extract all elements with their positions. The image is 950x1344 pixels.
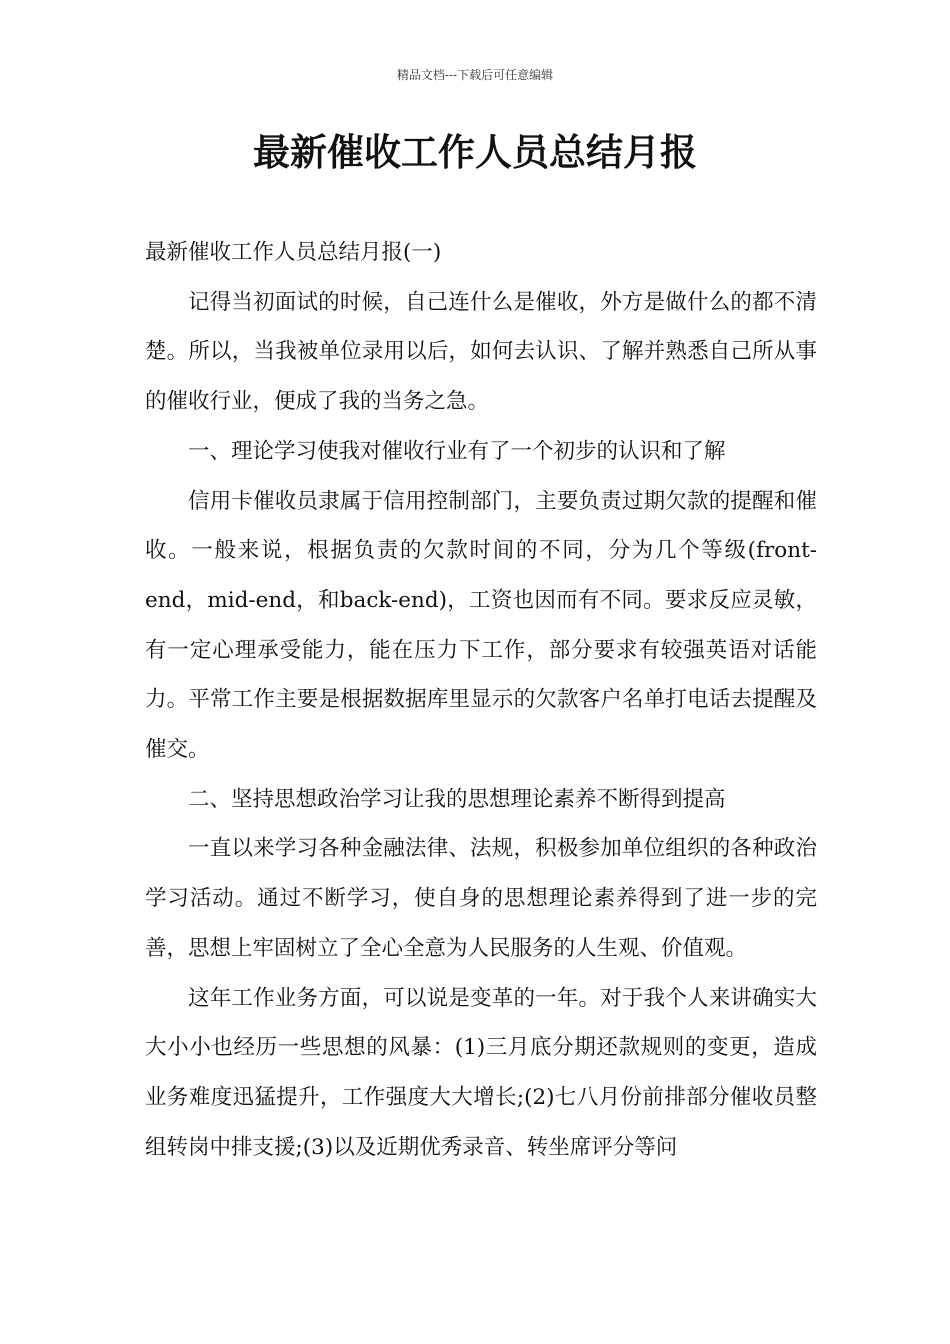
document-title: 最新催收工作人员总结月报 [253,131,697,174]
paragraph: 信用卡催收员隶属于信用控制部门，主要负责过期欠款的提醒和催收。一般来说，根据负责的欠款时间的不同，分为几个等级(front-end，mid-end，和back-end)，工资也因而有不同。要求反应灵敏，有一定心理承受能力，能在压力下工作，部分要求有较强英语对话能力。平常工作主要是根据数据库里显示的欠款客户名单打电话去提醒及催交。 [145,488,817,763]
section-subtitle: 最新催收工作人员总结月报(一) [145,240,442,265]
paragraph: 一直以来学习各种金融法律、法规，积极参加单位组织的各种政治学习活动。通过不断学习，使自身的思想理论素养得到了进一步的完善，思想上牢固树立了全心全意为人民服务的人生观、价值观。 [145,836,817,961]
section-heading: 二、坚持思想政治学习让我的思想理论素养不断得到提高 [188,786,726,812]
paragraph: 记得当初面试的时候，自己连什么是催收，外方是做什么的都不清楚。所以，当我被单位录用以后，如何去认识、了解并熟悉自己所从事的催收行业，便成了我的当务之急。 [145,289,817,415]
header-note: 精品文档---下载后可任意编辑 [396,68,554,82]
section-heading: 一、理论学习使我对催收行业有了一个初步的认识和了解 [188,438,726,464]
document-body [145,228,817,1172]
paragraph: 这年工作业务方面，可以说是变革的一年。对于我个人来讲确实大大小小也经历一些思想的风暴：(1)三月底分期还款规则的变更，造成业务难度迅猛提升，工作强度大大增长;(2)七八月份前排部分催收员整组转岗中排支援;(3)以及近期优秀录音、转坐席评分等问 [145,985,817,1160]
